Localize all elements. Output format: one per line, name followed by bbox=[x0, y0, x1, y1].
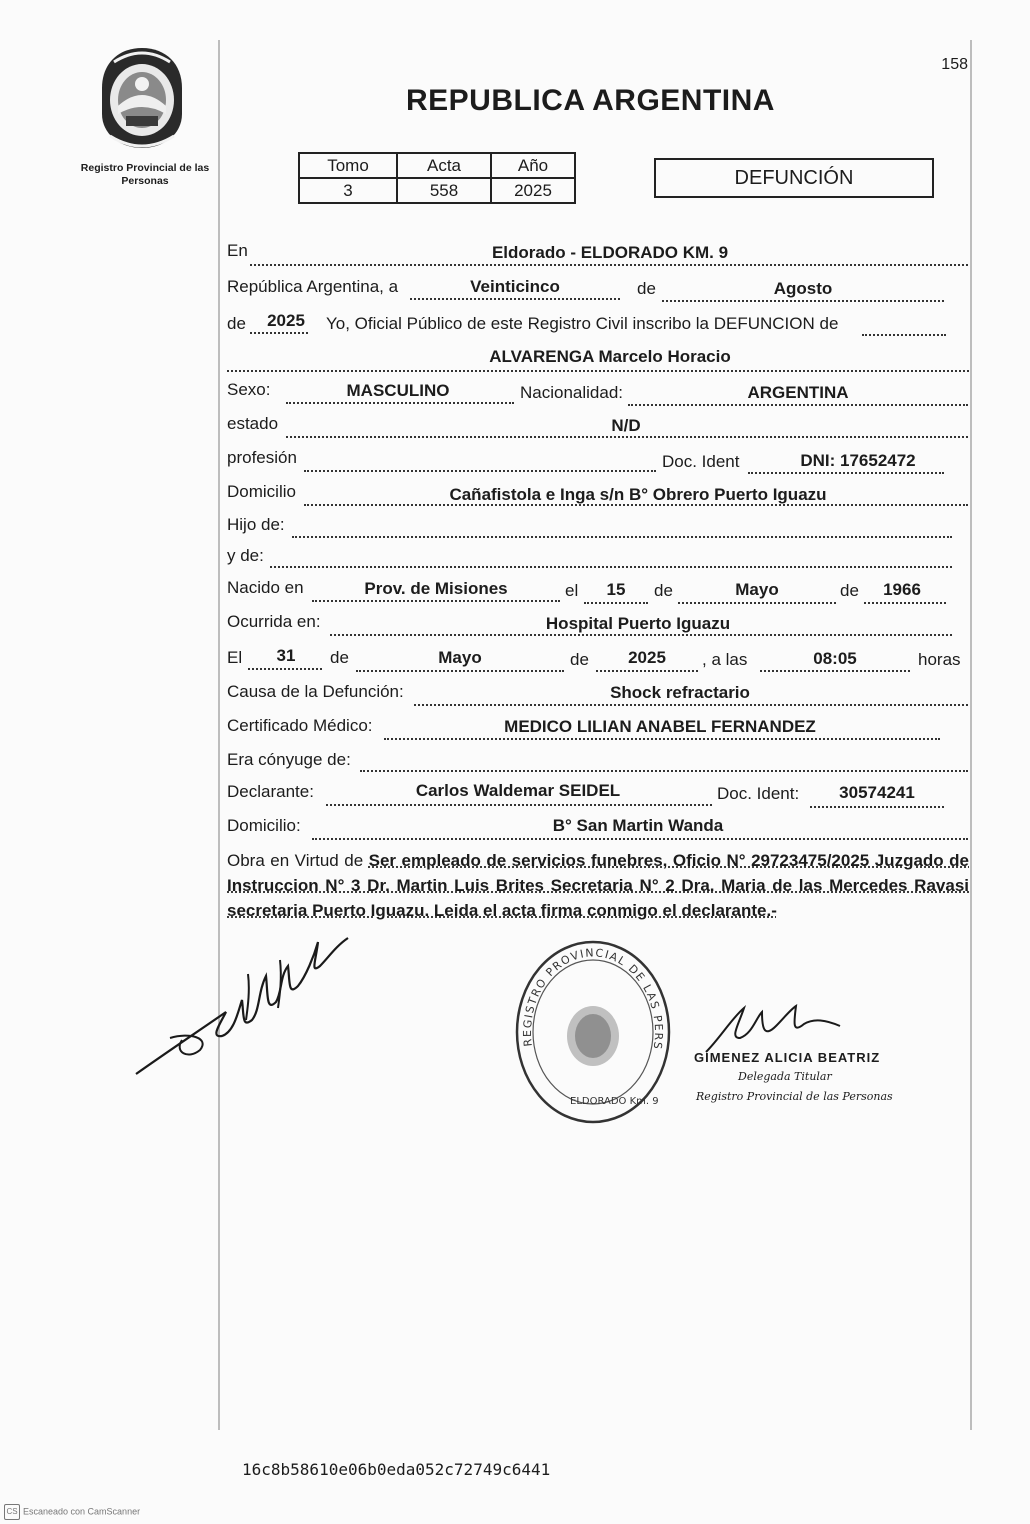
document-hash: 16c8b58610e06b0eda052c72749c6441 bbox=[242, 1460, 551, 1479]
declarante-value: Carlos Waldemar SEIDEL bbox=[415, 781, 621, 800]
official-stamp bbox=[512, 936, 674, 1132]
anio-value: 2025 bbox=[491, 178, 575, 203]
hijo-line bbox=[292, 536, 952, 538]
el2-label: El bbox=[227, 648, 243, 667]
tomo-header: Tomo bbox=[299, 153, 397, 178]
decl-domicilio-value: B° San Martin Wanda bbox=[552, 816, 724, 835]
profesion-label: profesión bbox=[227, 448, 297, 467]
republica-label: República Argentina, a bbox=[227, 277, 399, 296]
decl-domicilio-line bbox=[312, 838, 968, 840]
hijo-label: Hijo de: bbox=[227, 515, 285, 534]
en-line bbox=[250, 264, 968, 266]
official-title: Delegada Titular bbox=[738, 1070, 832, 1083]
record-table bbox=[298, 152, 576, 204]
obra-value: Ser empleado de servicios funebres, Oficio N° 29723475/2025 Juzgado de Instruccion N° 3 Dr. Martin Luis Brites Secretaria N° 2 Dra. Maria de las Mercedes Ravasi secretaria Puerto Iguazu. Leida el acta firma conmigo el declarante.- bbox=[227, 851, 969, 920]
de-label-2: de bbox=[227, 314, 246, 333]
name-line bbox=[227, 370, 969, 372]
death-year: 2025 bbox=[628, 648, 666, 667]
obra-paragraph bbox=[227, 848, 969, 923]
acta-header: Acta bbox=[397, 153, 491, 178]
right-margin-rule bbox=[970, 40, 972, 1430]
decl-doc-value: 30574241 bbox=[839, 783, 915, 802]
decl-doc-label: Doc. Ident: bbox=[717, 784, 800, 803]
sexo-label: Sexo: bbox=[227, 380, 271, 399]
death-month-line bbox=[356, 670, 564, 672]
ocurrida-line bbox=[330, 634, 952, 636]
doc-ident-line bbox=[748, 472, 944, 474]
yde-label: y de: bbox=[227, 546, 264, 565]
year-line bbox=[250, 332, 308, 334]
declarante-label: Declarante: bbox=[227, 782, 314, 801]
certificado-value: MEDICO LILIAN ANABEL FERNANDEZ bbox=[504, 717, 816, 736]
profesion-line bbox=[304, 470, 656, 472]
birth-month: Mayo bbox=[735, 580, 779, 599]
svg-text:REGISTRO PROVINCIAL DE LAS PER: REGISTRO PROVINCIAL DE LAS PERS bbox=[520, 946, 666, 1052]
estado-line bbox=[286, 436, 968, 438]
nacido-value: Prov. de Misiones bbox=[364, 579, 508, 598]
day-words: Veinticinco bbox=[470, 277, 560, 296]
declarante-line bbox=[326, 804, 712, 806]
sexo-line bbox=[286, 402, 514, 404]
de-label-4: de bbox=[840, 581, 859, 600]
scanner-watermark bbox=[4, 1504, 140, 1520]
registry-caption: Registro Provincial de las Personas bbox=[80, 162, 210, 187]
de-label-5: de bbox=[330, 648, 349, 667]
birth-year: 1966 bbox=[883, 580, 921, 599]
ocurrida-label: Ocurrida en: bbox=[227, 612, 321, 631]
official-office: Registro Provincial de las Personas bbox=[696, 1090, 893, 1103]
en-label: En bbox=[227, 241, 248, 260]
death-year-line bbox=[596, 670, 698, 672]
death-time: 08:05 bbox=[813, 649, 857, 668]
nacido-line bbox=[312, 600, 560, 602]
estado-value: N/D bbox=[611, 416, 641, 435]
inscribo-line bbox=[862, 334, 946, 336]
tomo-value: 3 bbox=[299, 178, 397, 203]
official-name: GIMENEZ ALICIA BEATRIZ bbox=[694, 1050, 881, 1065]
obra-label: Obra en Virtud de bbox=[227, 851, 364, 870]
certificado-line bbox=[384, 738, 940, 740]
causa-value: Shock refractario bbox=[610, 683, 750, 702]
de-label-6: de bbox=[570, 650, 589, 669]
nacionalidad-line bbox=[628, 404, 968, 406]
page-number: 158 bbox=[941, 56, 968, 73]
decl-doc-line bbox=[810, 806, 944, 808]
left-margin-rule bbox=[218, 40, 220, 1430]
doc-ident-label: Doc. Ident bbox=[662, 452, 740, 471]
conyuge-label: Era cónyuge de: bbox=[227, 750, 351, 769]
declarant-signature bbox=[130, 920, 360, 1080]
death-day: 31 bbox=[276, 646, 296, 665]
inscribo-text: Yo, Oficial Público de este Registro Civil inscribo la DEFUNCION de bbox=[326, 314, 839, 333]
de-label-1: de bbox=[637, 279, 656, 298]
misiones-emblem bbox=[96, 44, 188, 152]
nacionalidad-value: ARGENTINA bbox=[747, 383, 849, 402]
acta-value: 558 bbox=[397, 178, 491, 203]
camscanner-icon: CS bbox=[4, 1504, 20, 1520]
scanner-text: Escaneado con CamScanner bbox=[23, 1506, 141, 1517]
certificado-label: Certificado Médico: bbox=[227, 716, 373, 735]
birth-year-line bbox=[864, 602, 946, 604]
record-type-box: DEFUNCIÓN bbox=[654, 158, 934, 198]
year-value: 2025 bbox=[267, 311, 305, 330]
nacionalidad-label: Nacionalidad: bbox=[520, 383, 624, 402]
month-value: Agosto bbox=[773, 279, 833, 298]
yde-line bbox=[270, 566, 952, 568]
en-value: Eldorado - ELDORADO KM. 9 bbox=[491, 243, 729, 262]
birth-day: 15 bbox=[606, 580, 626, 599]
estado-label: estado bbox=[227, 414, 279, 433]
nacido-label: Nacido en bbox=[227, 578, 304, 597]
domicilio-label: Domicilio bbox=[227, 482, 296, 501]
doc-ident-value: DNI: 17652472 bbox=[800, 451, 916, 470]
death-day-line bbox=[248, 668, 322, 670]
official-signature bbox=[700, 998, 850, 1058]
birth-month-line bbox=[678, 602, 836, 604]
causa-line bbox=[414, 704, 968, 706]
birth-day-line bbox=[584, 602, 648, 604]
svg-text:ELDORADO Km. 9: ELDORADO Km. 9 bbox=[570, 1096, 659, 1107]
country-title: REPUBLICA ARGENTINA bbox=[406, 84, 775, 117]
sexo-value: MASCULINO bbox=[346, 381, 450, 400]
death-month: Mayo bbox=[438, 648, 482, 667]
horas-label: horas bbox=[918, 650, 961, 669]
decl-domicilio-label: Domicilio: bbox=[227, 816, 301, 835]
alas-label: , a las bbox=[702, 650, 748, 669]
month-line bbox=[662, 300, 944, 302]
ocurrida-value: Hospital Puerto Iguazu bbox=[545, 614, 731, 633]
el-label: el bbox=[565, 581, 579, 600]
day-line bbox=[410, 298, 620, 300]
de-label-3: de bbox=[654, 581, 673, 600]
conyuge-line bbox=[360, 770, 968, 772]
causa-label: Causa de la Defunción: bbox=[227, 682, 404, 701]
anio-header: Año bbox=[491, 153, 575, 178]
domicilio-value: Cañafistola e Inga s/n B° Obrero Puerto Iguazu bbox=[449, 485, 827, 504]
deceased-name: ALVARENGA Marcelo Horacio bbox=[489, 347, 731, 366]
death-time-line bbox=[760, 670, 910, 672]
